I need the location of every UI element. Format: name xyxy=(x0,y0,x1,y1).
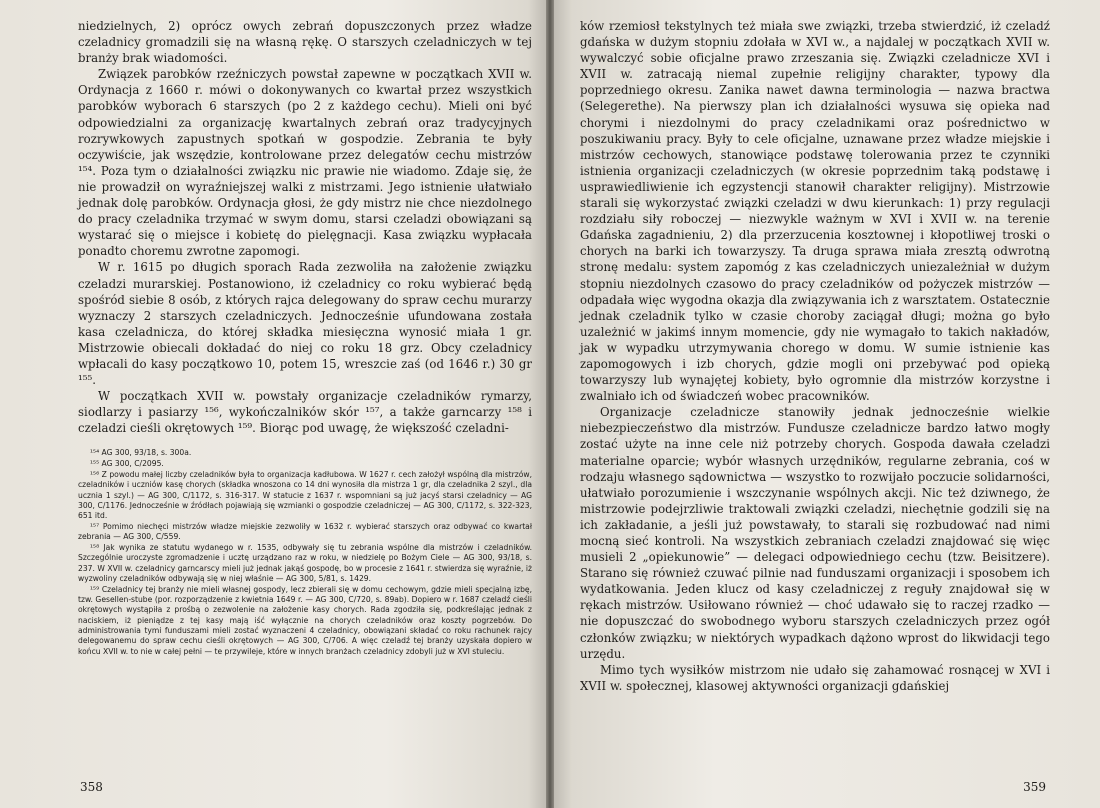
footnote: ¹⁵⁴ AG 300, 93/18, s. 300a. xyxy=(90,448,192,458)
paragraph: W początkach XVII w. powstały organizacje czeladników rymarzy, siodlarzy i pasiarzy ¹⁵⁶, wykończalników skór ¹⁵⁷, a także garncarzy ¹⁵⁸ i czeladzi cieśli okrętowych ¹⁵⁹. Biorąc pod uwagę, że większość czeladni- xyxy=(78,389,532,436)
paragraph: Mimo tych wysiłków mistrzom nie udało się zahamować rosnącej w XVI i XVII w. społecznej, klasowej aktywności organizacji gdańskiej xyxy=(580,662,1050,693)
footnote: ¹⁵⁶ Z powodu małej liczby czeladników była to organizacja kadłubowa. W 1627 r. cech założył wspólną dla mistrzów, czeladników i uczniów kasę chorych (składka wnoszona co 14 dni wynosiła dla mistrza 1 gr, dla czeladnika 2 szyl., dla ucznia 1 szyl.) — AG 300, C/1172, s. 316-317. W statucie z 1637 r. wspomniani są już jacyś starsi czeladnicy — AG 300, C/1176. Jednocześnie w źródłach pojawiają się wzmianki o gospodzie czeladniczej — AG 300, C/1172, s. 322-323, 651 itd. xyxy=(78,470,532,521)
paragraph: Związek parobków rzeźniczych powstał zapewne w początkach XVII w. Ordynacja z 1660 r. mówi o dokonywanych co kwartał przez wszystkich parobków wyborach 6 starszych (po 2 z każdego cechu). Mieli oni być odpowiedzialni za organizację kwartalnych zebrań oraz tradycyjnych rozrywkowych zapustnych spotkań w gospodzie. Zebrania te były oczywiście, jak wszędzie, kontrolowane przez delegatów cechu mistrzów ¹⁵⁴. Poza tym o działalności związku nic prawie nie wiadomo. Zdaje się, że nie prowadził on wyraźniejszej walki z mistrzami. Jego istnienie ułatwiało jednak dolę parobków. Ordynacja głosi, że gdy mistrz nie chce niezdolnego do pracy czeladnika trzymać w swym domu, starsi czeladzi obowiązani są wystarać się o miejsce i kobietę do pielęgnacji. Kasa związku wypłacała ponadto choremu zwrotne zapomogi. xyxy=(78,67,532,259)
right-page xyxy=(550,0,1100,808)
right-page-body xyxy=(580,18,1050,694)
paragraph: niedzielnych, 2) oprócz owych zebrań dopuszczonych przez władze czeladnicy gromadzili się na własną rękę. O starszych czeladniczych w tej branży brak wiadomości. xyxy=(78,19,532,66)
footnote: ¹⁵⁷ Pomimo niechęci mistrzów władze miejskie zezwoliły w 1632 r. wybierać starszych oraz odbywać co kwartał zebrania — AG 300, C/559. xyxy=(78,522,532,542)
footnote: ¹⁵⁹ Czeladnicy tej branży nie mieli własnej gospody, lecz zbierali się w domu cechowym, gdzie mieli specjalną izbę, tzw. Gesellen-stube (por. rozporządzenie z kwietnia 1649 r. — AG 300, C/720, s. 89ab). Dopiero w r. 1687 czeladź cieśli okrętowych wystąpiła z prośbą o zezwolenie na założenie kasy chorych. Rada zgodziła się, podkreślając jednak z naciskiem, iż pieniądze z tej kasy mają iść wyłącznie na chorych czeladników oraz koszty pogrzebów. Do administrowania tymi funduszami mieli zostać wyznaczeni 4 czeladnicy, obowiązani składać co roku rachunek rajcy delegowanemu do spraw cechu cieśli okrętowych — AG 300, C/706. A więc czeladź tej branży uzyskała dopiero w końcu XVII w. to nie w całej pełni — te przywileje, które w innych branżach czeladnicy zdobyli już w XVI stuleciu. xyxy=(78,584,532,656)
page-number: 358 xyxy=(80,780,103,794)
paragraph: Organizacje czeladnicze stanowiły jednak jednocześnie wielkie niebezpieczeństwo dla mistrzów. Fundusze czeladnicze bardzo łatwo mogły zostać użyte na inne cele niż potrzeby chorych. Gospoda dawała czeladzi materialne oparcie; wybór własnych urzędników, regularne zebrania, coś w rodzaju własnego sądownictwa — wszystko to rozwijało poczucie solidarności, ułatwiało porozumienie i wszczynanie wspólnych akcji. Nic też dziwnego, że mistrzowie podejrzliwie traktowali związki czeladzi, niechętnie godzili się na ich zakładanie, a jeśli już powstawały, to starali się rozbudować nad nimi mocną sieć kontroli. Na wszystkich zebraniach czeladzi znajdować się więc musieli 2 „opiekunowie” — delegaci odpowiedniego cechu (tzw. Beisitzere). Starano się również czuwać pilnie nad funduszami organizacji i sposobem ich wydatkowania. Jeden klucz od kasy czeladniczej z reguły znajdował się w rękach mistrzów. Usiłowano również — choć udawało się to raczej rzadko — nie dopuszczać do swobodnego wyboru starszych czeladniczych przez ogół członków związku; w niektórych wypadkach dążono wprost do likwidacji tego urzędu. xyxy=(580,405,1050,661)
book-gutter xyxy=(546,0,554,808)
paragraph: W r. 1615 po długich sporach Rada zezwoliła na założenie związku czeladzi murarskiej. Postanowiono, iż czeladnicy co roku wybierać będą spośród siebie 8 osób, z których rajca delegowany do spraw cechu murarzy wyznaczy 2 starszych czeladniczych. Jednocześnie ufundowana została kasa czeladnicza, do której składka miesięczna wynosić miała 1 gr. Mistrzowie obiecali dokładać do niej co roku 18 grz. Obcy czeladnicy wpłacali do kasy początkowo 10, potem 15, wreszcie zaś (od 1646 r.) 30 gr ¹⁵⁵. xyxy=(78,260,532,388)
paragraph: ków rzemiosł tekstylnych też miała swe związki, trzeba stwierdzić, iż czeladź gdańska w dużym stopniu zdołała w XVI w., a najdalej w początkach XVII w. wywalczyć sobie oficjalne prawo zrzeszania się. Związki czeladnicze XVI i XVII w. zatracają niemal zupełnie religijny charakter, typowy dla poprzedniego okresu. Zanika nawet dawna terminologia — nazwa bractwa (Selegerethe). Na pierwszy plan ich działalności wysuwa się opieka nad chorymi i niezdolnymi do pracy czeladnikami oraz pośrednictwo w poszukiwaniu pracy. Były to cele oficjalne, uznawane przez władze miejskie i mistrzów cechowych, stanowiące podstawę tolerowania przez te czynniki istnienia organizacji czeladniczych (w okresie poprzednim taką podstawę i usprawiedliwienie ich egzystencji stanowił charakter religijny). Mistrzowie starali się wykorzystać związki czeladzi w dwu kierunkach: 1) przy regulacji rozdziału siły roboczej — niezwykle ważnym w XVI i XVII w. na terenie Gdańska zagadnieniu, 2) dla przerzucenia kosztownej i kłopotliwej troski o chorych na barki ich towarzyszy. Ta druga sprawa miała zresztą odwrotną stronę medalu: system zapomóg z kas czeladniczych uniezależniał w dużym stopniu niezdolnych czasowo do pracy czeladników od pożyczek mistrzów — odpadała więc wygodna okazja dla związywania ich z warsztatem. Ostatecznie jednak czeladnik tylko w czasie choroby zaciągał długi; można go było uzależnić w jakimś innym momencie, gdy nie wymagało to takich nakładów, jak w wypadku utrzymywania chorego w domu. W sumie istnienie kas zapomogowych i izb chorych, gdzie mogli oni przebywać pod opieką towarzyszy lub wynajętej kobiety, było ogromnie dla mistrzów korzystne i zwalniało ich od świadczeń wobec pracowników. xyxy=(580,19,1050,404)
left-page-body xyxy=(78,18,532,436)
footnote: ¹⁵⁸ Jak wynika ze statutu wydanego w r. 1535, odbywały się tu zebrania wspólne dla mistrzów i czeladników. Szczególnie uroczyste zgromadzenie i ucztę urządzano raz w roku, w niedzielę po Bożym Ciele — AG 300, 93/18, s. 237. W XVII w. czeladnicy garncarscy mieli już jednak jakąś gospodę, bo w procesie z 1641 r. stwierdza się wyraźnie, iż wyzwoliny czeladników odbywają się w niej właśnie — AG 300, 5/81, s. 1429. xyxy=(78,543,532,583)
footnote: ¹⁵⁵ AG 300, C/2095. xyxy=(90,459,164,469)
footnotes xyxy=(78,448,532,656)
page-number: 359 xyxy=(1023,780,1046,794)
